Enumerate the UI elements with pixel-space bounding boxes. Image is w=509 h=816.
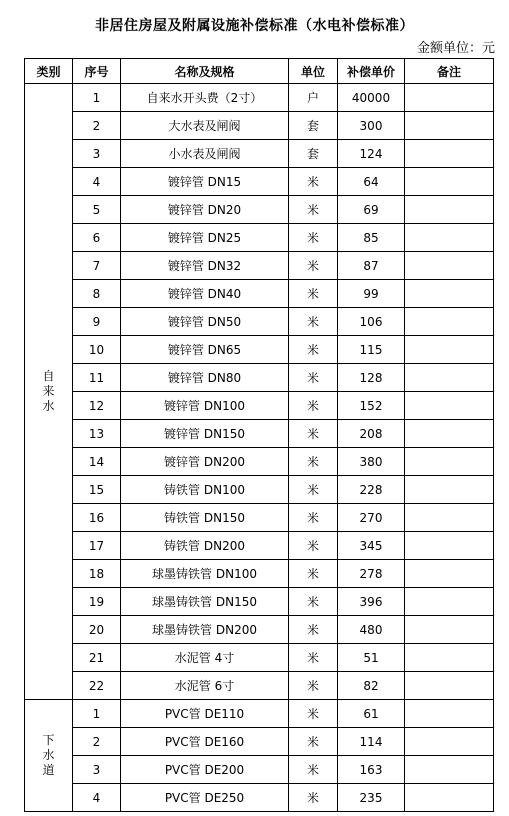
name-spec-cell: 镀锌管 DN15 <box>121 168 289 196</box>
unit-cell: 米 <box>289 504 338 532</box>
table-row <box>25 560 494 588</box>
seq-cell: 3 <box>73 756 121 784</box>
table-row <box>25 476 494 504</box>
unit-cell: 米 <box>289 280 338 308</box>
seq-cell: 7 <box>73 252 121 280</box>
unit-cell: 米 <box>289 756 338 784</box>
price-cell: 106 <box>338 308 405 336</box>
name-spec-cell: 镀锌管 DN40 <box>121 280 289 308</box>
name-spec-cell: 镀锌管 DN20 <box>121 196 289 224</box>
header-remark: 备注 <box>405 59 494 84</box>
table-row <box>25 756 494 784</box>
seq-cell: 21 <box>73 644 121 672</box>
remark-cell <box>405 392 494 420</box>
price-cell: 270 <box>338 504 405 532</box>
unit-cell: 米 <box>289 336 338 364</box>
header-seq: 序号 <box>73 59 121 84</box>
price-cell: 300 <box>338 112 405 140</box>
name-spec-cell: PVC管 DE110 <box>121 700 289 728</box>
remark-cell <box>405 224 494 252</box>
seq-cell: 10 <box>73 336 121 364</box>
name-spec-cell: 球墨铸铁管 DN100 <box>121 560 289 588</box>
name-spec-cell: 水泥管 6寸 <box>121 672 289 700</box>
price-cell: 278 <box>338 560 405 588</box>
name-spec-cell: PVC管 DE250 <box>121 784 289 812</box>
seq-cell: 19 <box>73 588 121 616</box>
table-row <box>25 336 494 364</box>
seq-cell: 3 <box>73 140 121 168</box>
seq-cell: 2 <box>73 112 121 140</box>
category-cell <box>25 84 73 700</box>
remark-cell <box>405 420 494 448</box>
unit-cell: 米 <box>289 560 338 588</box>
price-cell: 163 <box>338 756 405 784</box>
remark-cell <box>405 784 494 812</box>
unit-cell: 米 <box>289 588 338 616</box>
table-row <box>25 140 494 168</box>
seq-cell: 1 <box>73 700 121 728</box>
table-row <box>25 448 494 476</box>
price-cell: 345 <box>338 532 405 560</box>
price-cell: 85 <box>338 224 405 252</box>
table-row <box>25 588 494 616</box>
seq-cell: 8 <box>73 280 121 308</box>
name-spec-cell: 镀锌管 DN32 <box>121 252 289 280</box>
price-cell: 124 <box>338 140 405 168</box>
price-cell: 152 <box>338 392 405 420</box>
unit-cell: 米 <box>289 616 338 644</box>
table-row <box>25 224 494 252</box>
name-spec-cell: 铸铁管 DN100 <box>121 476 289 504</box>
price-cell: 64 <box>338 168 405 196</box>
seq-cell: 4 <box>73 784 121 812</box>
table-row <box>25 84 494 112</box>
name-spec-cell: 大水表及闸阀 <box>121 112 289 140</box>
remark-cell <box>405 728 494 756</box>
table-row <box>25 644 494 672</box>
remark-cell <box>405 196 494 224</box>
unit-cell: 米 <box>289 364 338 392</box>
table-row <box>25 504 494 532</box>
name-spec-cell: 自来水开头费（2寸） <box>121 84 289 112</box>
table-row <box>25 700 494 728</box>
seq-cell: 6 <box>73 224 121 252</box>
price-cell: 99 <box>338 280 405 308</box>
remark-cell <box>405 700 494 728</box>
table-row <box>25 252 494 280</box>
table-row <box>25 728 494 756</box>
price-cell: 396 <box>338 588 405 616</box>
name-spec-cell: 镀锌管 DN200 <box>121 448 289 476</box>
seq-cell: 14 <box>73 448 121 476</box>
price-cell: 208 <box>338 420 405 448</box>
remark-cell <box>405 504 494 532</box>
category-cell <box>25 700 73 812</box>
unit-cell: 米 <box>289 784 338 812</box>
table-row <box>25 168 494 196</box>
name-spec-cell: 镀锌管 DN150 <box>121 420 289 448</box>
seq-cell: 11 <box>73 364 121 392</box>
price-cell: 51 <box>338 644 405 672</box>
remark-cell <box>405 364 494 392</box>
price-cell: 235 <box>338 784 405 812</box>
unit-cell: 米 <box>289 252 338 280</box>
table-row <box>25 392 494 420</box>
seq-cell: 17 <box>73 532 121 560</box>
remark-cell <box>405 252 494 280</box>
unit-cell: 米 <box>289 728 338 756</box>
remark-cell <box>405 616 494 644</box>
unit-cell: 米 <box>289 392 338 420</box>
table-row <box>25 364 494 392</box>
name-spec-cell: 球墨铸铁管 DN200 <box>121 616 289 644</box>
seq-cell: 9 <box>73 308 121 336</box>
price-cell: 114 <box>338 728 405 756</box>
table-body <box>25 84 494 812</box>
seq-cell: 2 <box>73 728 121 756</box>
seq-cell: 5 <box>73 196 121 224</box>
header-category: 类别 <box>25 59 73 84</box>
price-cell: 61 <box>338 700 405 728</box>
name-spec-cell: 镀锌管 DN100 <box>121 392 289 420</box>
name-spec-cell: PVC管 DE200 <box>121 756 289 784</box>
table-row <box>25 196 494 224</box>
price-cell: 228 <box>338 476 405 504</box>
remark-cell <box>405 532 494 560</box>
name-spec-cell: 铸铁管 DN200 <box>121 532 289 560</box>
compensation-table <box>24 58 494 812</box>
price-cell: 128 <box>338 364 405 392</box>
remark-cell <box>405 560 494 588</box>
amount-unit-label: 金额单位：元 <box>416 41 495 56</box>
remark-cell <box>405 336 494 364</box>
unit-cell: 米 <box>289 672 338 700</box>
unit-cell: 户 <box>289 84 338 112</box>
table-row <box>25 532 494 560</box>
remark-cell <box>405 280 494 308</box>
table-row <box>25 420 494 448</box>
name-spec-cell: 铸铁管 DN150 <box>121 504 289 532</box>
category-label: 下水道 <box>42 733 55 777</box>
unit-cell: 米 <box>289 644 338 672</box>
unit-cell: 米 <box>289 420 338 448</box>
name-spec-cell: PVC管 DE160 <box>121 728 289 756</box>
header-unit: 单位 <box>289 59 338 84</box>
remark-cell <box>405 448 494 476</box>
unit-cell: 米 <box>289 700 338 728</box>
price-cell: 40000 <box>338 84 405 112</box>
name-spec-cell: 镀锌管 DN25 <box>121 224 289 252</box>
category-label: 自来水 <box>42 369 55 413</box>
unit-cell: 米 <box>289 168 338 196</box>
remark-cell <box>405 588 494 616</box>
unit-cell: 米 <box>289 196 338 224</box>
name-spec-cell: 球墨铸铁管 DN150 <box>121 588 289 616</box>
price-cell: 87 <box>338 252 405 280</box>
seq-cell: 16 <box>73 504 121 532</box>
table-row <box>25 616 494 644</box>
price-cell: 82 <box>338 672 405 700</box>
table-row <box>25 784 494 812</box>
header-name-spec: 名称及规格 <box>121 59 289 84</box>
unit-cell: 米 <box>289 476 338 504</box>
remark-cell <box>405 756 494 784</box>
table-row <box>25 672 494 700</box>
name-spec-cell: 水泥管 4寸 <box>121 644 289 672</box>
seq-cell: 12 <box>73 392 121 420</box>
remark-cell <box>405 140 494 168</box>
seq-cell: 22 <box>73 672 121 700</box>
seq-cell: 1 <box>73 84 121 112</box>
seq-cell: 20 <box>73 616 121 644</box>
unit-cell: 套 <box>289 140 338 168</box>
remark-cell <box>405 644 494 672</box>
unit-cell: 米 <box>289 532 338 560</box>
remark-cell <box>405 112 494 140</box>
price-cell: 69 <box>338 196 405 224</box>
remark-cell <box>405 84 494 112</box>
price-cell: 115 <box>338 336 405 364</box>
page-title: 非居住房屋及附属设施补偿标准（水电补偿标准） <box>95 18 414 34</box>
remark-cell <box>405 672 494 700</box>
price-cell: 480 <box>338 616 405 644</box>
table-header-row <box>25 59 494 84</box>
unit-cell: 米 <box>289 448 338 476</box>
seq-cell: 13 <box>73 420 121 448</box>
name-spec-cell: 镀锌管 DN50 <box>121 308 289 336</box>
name-spec-cell: 小水表及闸阀 <box>121 140 289 168</box>
remark-cell <box>405 168 494 196</box>
unit-cell: 米 <box>289 224 338 252</box>
table-row <box>25 112 494 140</box>
seq-cell: 4 <box>73 168 121 196</box>
table-row <box>25 308 494 336</box>
seq-cell: 18 <box>73 560 121 588</box>
remark-cell <box>405 308 494 336</box>
seq-cell: 15 <box>73 476 121 504</box>
remark-cell <box>405 476 494 504</box>
name-spec-cell: 镀锌管 DN65 <box>121 336 289 364</box>
price-cell: 380 <box>338 448 405 476</box>
unit-cell: 套 <box>289 112 338 140</box>
table-row <box>25 280 494 308</box>
unit-cell: 米 <box>289 308 338 336</box>
name-spec-cell: 镀锌管 DN80 <box>121 364 289 392</box>
header-price: 补偿单价 <box>338 59 405 84</box>
